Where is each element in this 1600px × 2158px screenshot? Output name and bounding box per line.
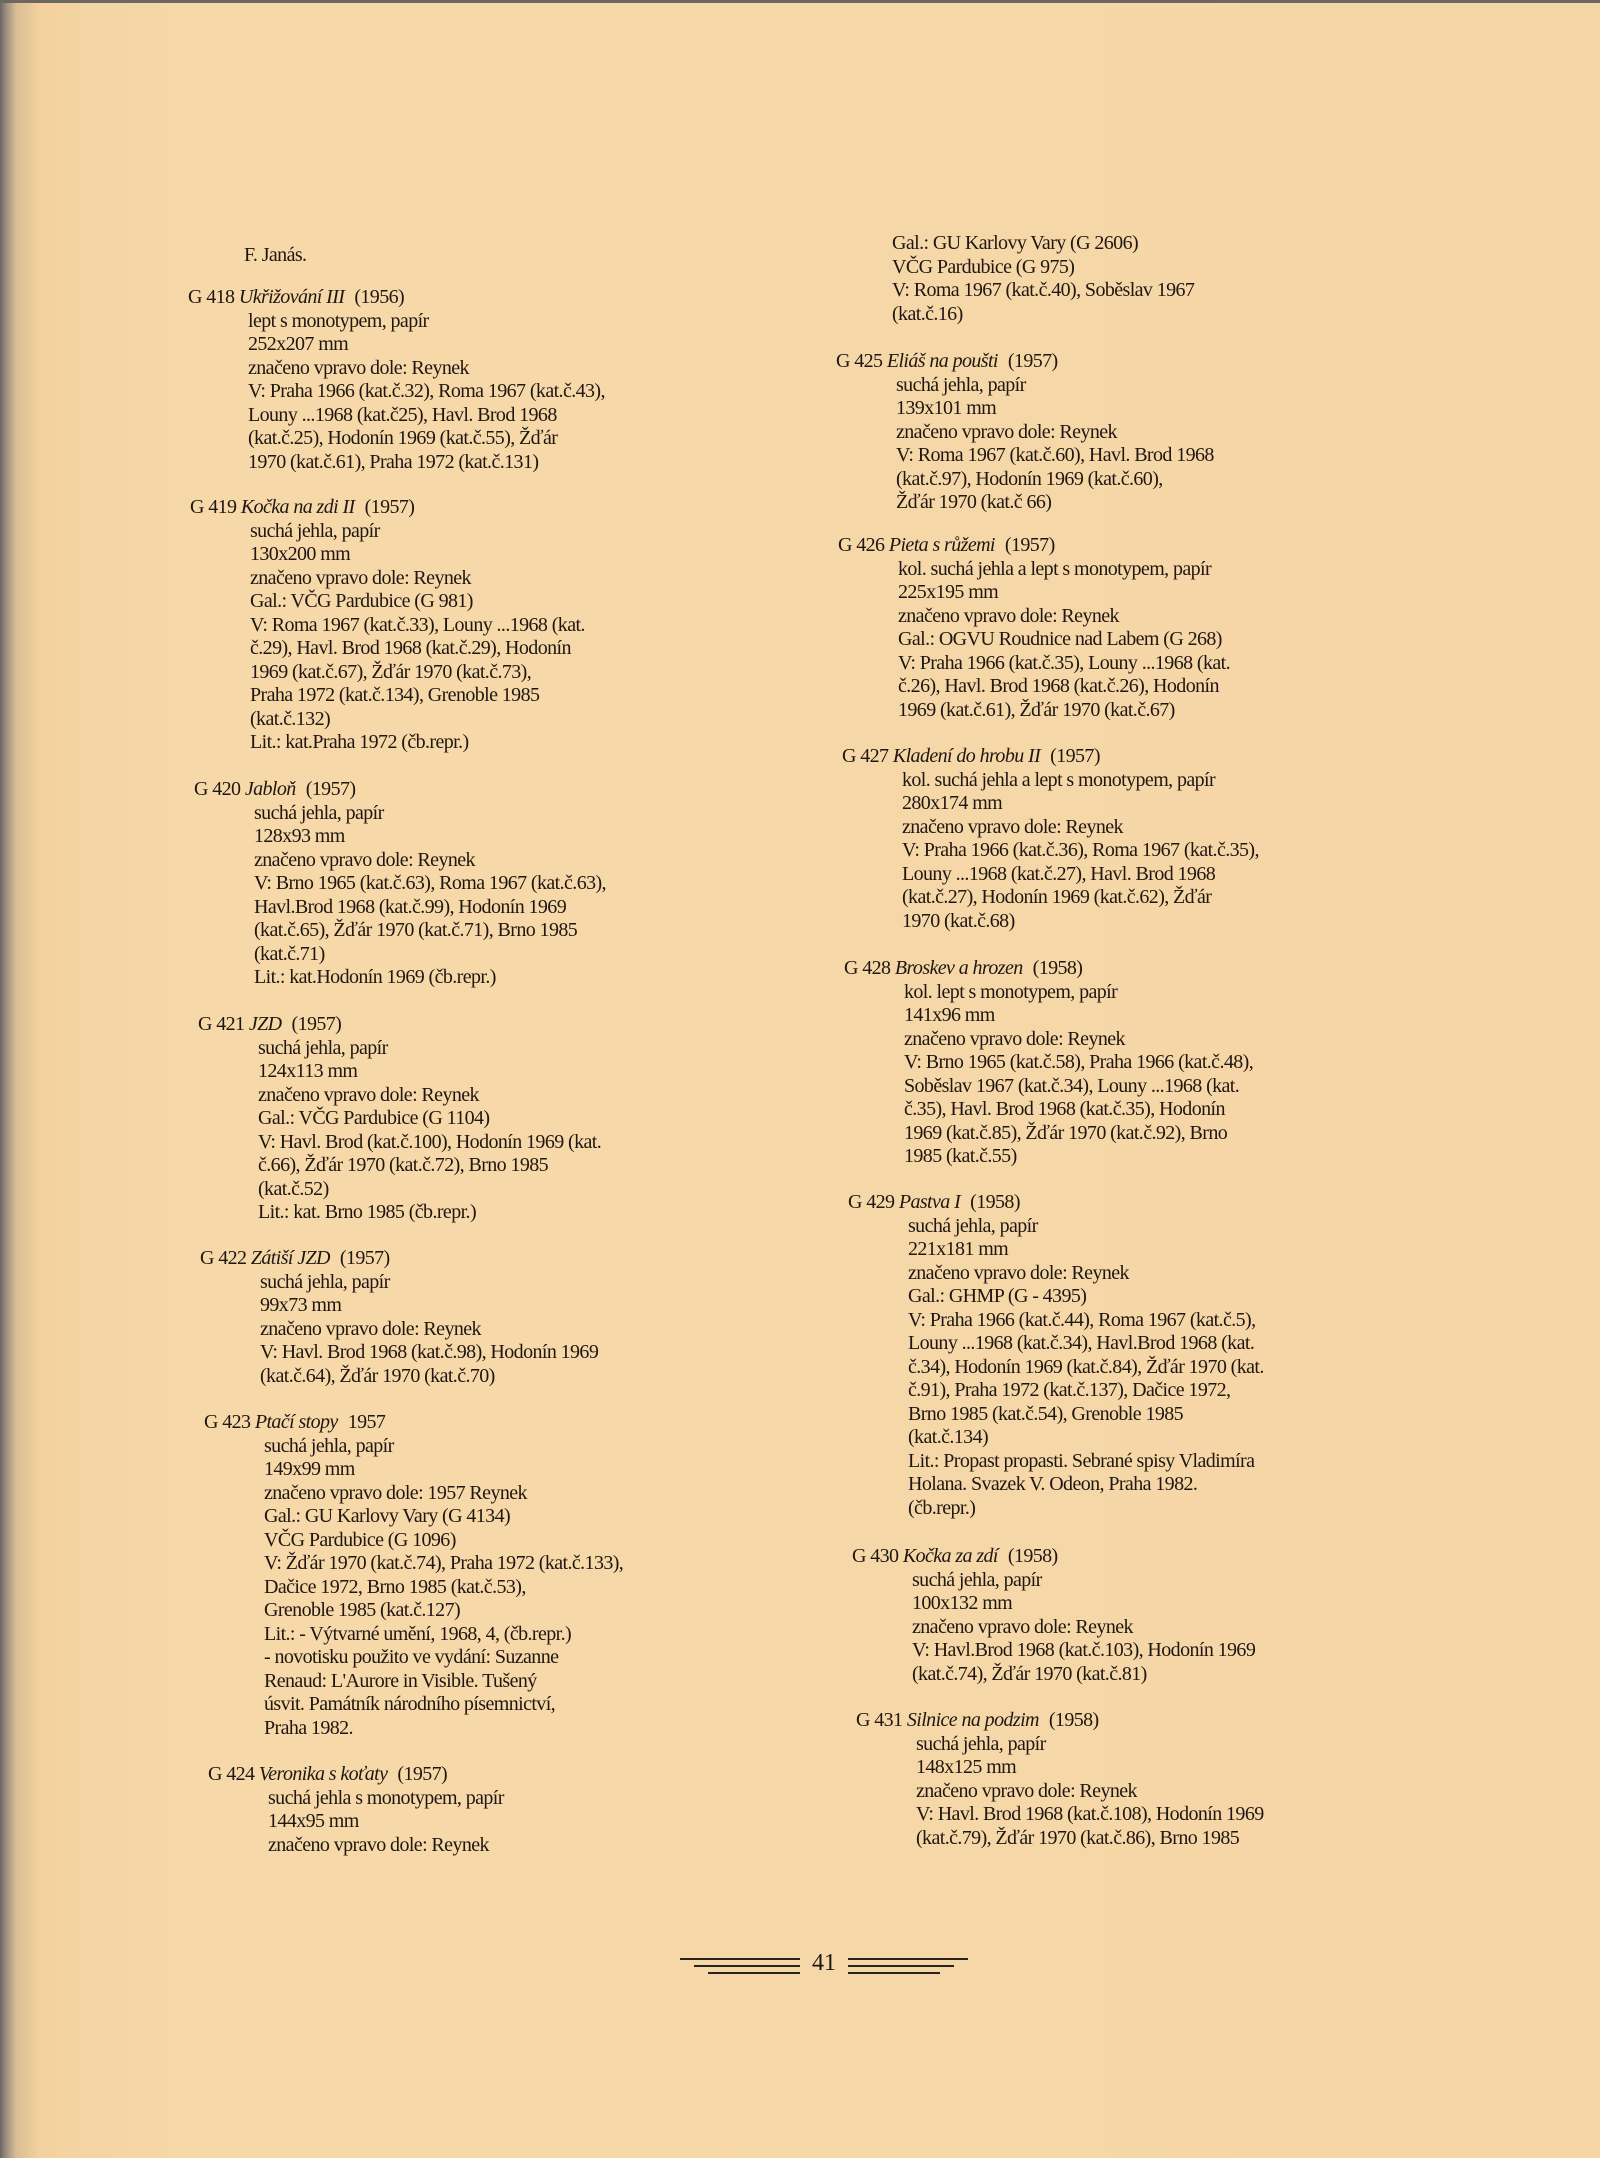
entry-line: (kat.č.25), Hodonín 1969 (kat.č.55), Žďár (248, 427, 558, 449)
entry-line: značeno vpravo dole: Reynek (254, 848, 475, 871)
entry-line: značeno vpravo dole: Reynek (248, 356, 469, 379)
catalog-entry (204, 1411, 623, 1740)
entry-code: G 421 (198, 1013, 245, 1035)
entry-line: V: Žďár 1970 (kat.č.74), Praha 1972 (kat.č.133), (264, 1552, 624, 1574)
entry-details (842, 769, 1259, 934)
catalog-entry (848, 1191, 1264, 1520)
entry-details (836, 374, 1214, 515)
entry-line: 139x101 mm (896, 397, 997, 419)
entry-line: značeno vpravo dole: Reynek (902, 815, 1123, 838)
footer-rule (848, 1958, 968, 1960)
entry-line: (kat.č.52) (258, 1177, 329, 1200)
entry-line: 100x132 mm (912, 1592, 1013, 1614)
entry-line: (kat.č.79), Žďár 1970 (kat.č.86), Brno 1985 (916, 1826, 1240, 1849)
entry-line: 130x200 mm (250, 543, 351, 565)
page-number: 41 (812, 1950, 836, 1976)
entry-line: suchá jehla, papír (912, 1568, 1042, 1591)
entry-line: č.35), Havl. Brod 1968 (kat.č.35), Hodonín (904, 1098, 1225, 1120)
entry-title: Jabloň (244, 778, 296, 800)
entry-line: Holana. Svazek V. Odeon, Praha 1982. (908, 1473, 1198, 1495)
entry-line: 141x96 mm (904, 1004, 995, 1026)
entry-line: Lit.: - Výtvarné umění, 1968, 4, (čb.repr.) (264, 1622, 572, 1645)
entry-year: (1957) (339, 1247, 390, 1269)
entry-line: - novotisku použito ve vydání: Suzanne (264, 1646, 559, 1668)
entry-line: 1969 (kat.č.85), Žďár 1970 (kat.č.92), Brno (904, 1121, 1228, 1144)
footer-rule (848, 1972, 940, 1974)
entry-year: (1957) (1007, 350, 1058, 372)
entry-year: (1957) (305, 778, 356, 800)
entry-details (844, 981, 1253, 1169)
entry-title: Ptačí stopy (254, 1411, 338, 1433)
entry-line: V: Praha 1966 (kat.č.44), Roma 1967 (kat.č.5), (908, 1308, 1256, 1331)
entry-line: (čb.repr.) (908, 1496, 976, 1519)
entry-details (856, 1733, 1264, 1851)
entry-line: 148x125 mm (916, 1756, 1017, 1778)
entry-code: G 428 (844, 957, 891, 979)
entry-details (852, 1569, 1255, 1687)
entry-year: (1958) (970, 1191, 1020, 1213)
footer-rule (680, 1958, 800, 1960)
catalog-entry (200, 1247, 598, 1388)
entry-line: (kat.č.65), Žďár 1970 (kat.č.71), Brno 1985 (254, 919, 578, 941)
entry-code: G 424 (208, 1763, 255, 1785)
entry-line: suchá jehla, papír (260, 1270, 390, 1293)
entry-line: Louny ...1968 (kat.č25), Havl. Brod 1968 (248, 403, 557, 426)
catalog-entry (208, 1763, 504, 1857)
entry-title: JZD (248, 1013, 282, 1035)
entry-line: V: Praha 1966 (kat.č.35), Louny ...1968 (kat. (898, 651, 1230, 674)
entry-code: G 423 (204, 1411, 251, 1433)
entry-line: Grenoble 1985 (kat.č.127) (264, 1599, 461, 1621)
entry-line: V: Havl. Brod 1968 (kat.č.108), Hodonín 1969 (916, 1803, 1264, 1825)
entry-line: Gal.: GHMP (G - 4395) (908, 1285, 1087, 1307)
entry-code: G 425 (836, 350, 883, 372)
entry-line: č.91), Praha 1972 (kat.č.137), Dačice 1972, (908, 1379, 1231, 1401)
entry-line: Lit.: kat. Brno 1985 (čb.repr.) (258, 1201, 477, 1223)
footer-rule (708, 1972, 800, 1974)
entry-title: Broskev a hrozen (894, 957, 1023, 979)
footer-rule (848, 1965, 954, 1967)
entry-line: Lit.: kat.Hodonín 1969 (čb.repr.) (254, 966, 496, 988)
entry-line: kol. lept s monotypem, papír (904, 980, 1118, 1003)
entry-line: 144x95 mm (268, 1810, 359, 1832)
catalog-entry (198, 1013, 601, 1225)
entry-line: suchá jehla, papír (250, 519, 380, 542)
entry-line: VČG Pardubice (G 975) (892, 255, 1075, 278)
entry-year: (1958) (1032, 957, 1083, 979)
entry-line: V: Roma 1967 (kat.č.60), Havl. Brod 1968 (896, 444, 1214, 466)
entry-title: Silnice na podzim (906, 1709, 1039, 1731)
entry-line: suchá jehla s monotypem, papír (268, 1786, 504, 1809)
entry-title: Kočka za zdí (902, 1545, 998, 1567)
entry-line: suchá jehla, papír (896, 373, 1026, 396)
entry-line: suchá jehla, papír (254, 801, 384, 824)
entry-line: Gal.: GU Karlovy Vary (G 4134) (264, 1505, 511, 1527)
entry-year: (1957) (291, 1013, 342, 1035)
entry-details (848, 1215, 1264, 1521)
entry-code: G 419 (190, 496, 237, 518)
entry-title: Kladení do hrobu II (892, 745, 1041, 767)
entry-line: V: Roma 1967 (kat.č.33), Louny ...1968 (kat. (250, 613, 585, 636)
entry-line: 1969 (kat.č.67), Žďár 1970 (kat.č.73), (250, 660, 532, 683)
entry-line: V: Praha 1966 (kat.č.32), Roma 1967 (kat.č.43), (248, 380, 605, 402)
entry-line: (kat.č.16) (892, 302, 963, 325)
entry-line: č.26), Havl. Brod 1968 (kat.č.26), Hodonín (898, 675, 1219, 697)
entry-line: značeno vpravo dole: Reynek (258, 1083, 479, 1106)
entry-line: (kat.č.27), Hodonín 1969 (kat.č.62), Žďár (902, 886, 1212, 908)
entry-year: 1957 (347, 1411, 386, 1433)
entry-line: značeno vpravo dole: Reynek (268, 1833, 489, 1856)
catalog-entry (844, 957, 1253, 1169)
entry-line: V: Havl.Brod 1968 (kat.č.103), Hodonín 1969 (912, 1639, 1256, 1661)
entry-line: 1969 (kat.č.61), Žďár 1970 (kat.č.67) (898, 698, 1175, 721)
entry-line: V: Havl. Brod 1968 (kat.č.98), Hodonín 1969 (260, 1341, 599, 1363)
catalog-entry (852, 1545, 1255, 1686)
entry-year: (1957) (397, 1763, 448, 1785)
entry-year: (1957) (1050, 745, 1100, 767)
entry-line: Havl.Brod 1968 (kat.č.99), Hodonín 1969 (254, 895, 567, 918)
entry-line: 124x113 mm (258, 1060, 358, 1082)
entry-line: značeno vpravo dole: Reynek (896, 420, 1117, 443)
entry-line: Soběslav 1967 (kat.č.34), Louny ...1968 (kat. (904, 1074, 1240, 1097)
entry-line: značeno vpravo dole: Reynek (908, 1261, 1129, 1284)
catalog-entry (194, 778, 606, 990)
entry-line: Brno 1985 (kat.č.54), Grenoble 1985 (908, 1402, 1184, 1425)
entry-line: V: Brno 1965 (kat.č.58), Praha 1966 (kat.č.48), (904, 1051, 1254, 1073)
entry-line: Gal.: OGVU Roudnice nad Labem (G 268) (898, 628, 1222, 650)
entry-line: značeno vpravo dole: Reynek (260, 1317, 481, 1340)
catalog-entry (190, 496, 585, 755)
entry-details (188, 310, 605, 475)
entry-line: 128x93 mm (254, 825, 345, 847)
entry-line: suchá jehla, papír (916, 1732, 1046, 1755)
entry-code: G 430 (852, 1545, 899, 1567)
entry-title: Pastva I (898, 1191, 961, 1213)
entry-details (190, 520, 585, 755)
page-footer (680, 1950, 980, 1990)
entry-line: značeno vpravo dole: Reynek (904, 1027, 1125, 1050)
entry-title: Zátiší JZD (250, 1247, 330, 1269)
entry-line: Žďár 1970 (kat.č 66) (896, 491, 1052, 513)
entry-title: Pieta s růžemi (888, 534, 995, 556)
entry-code: G 427 (842, 745, 889, 767)
entry-line: Lit.: Propast propasti. Sebrané spisy Vladimíra (908, 1449, 1255, 1472)
entry-details (208, 1787, 504, 1858)
entry-line: 99x73 mm (260, 1294, 342, 1316)
entry-line: (kat.č.97), Hodonín 1969 (kat.č.60), (896, 467, 1163, 490)
entry-line: (kat.č.64), Žďár 1970 (kat.č.70) (260, 1364, 495, 1387)
entry-line: lept s monotypem, papír (248, 309, 429, 332)
entry-line: 1970 (kat.č.61), Praha 1972 (kat.č.131) (248, 450, 539, 473)
page-edge (0, 0, 1600, 3)
entry-line: 1970 (kat.č.68) (902, 909, 1015, 932)
entry-line: suchá jehla, papír (258, 1036, 388, 1059)
entry-code: G 418 (188, 286, 235, 308)
entry-year: (1958) (1048, 1709, 1099, 1731)
entry-line: značeno vpravo dole: Reynek (250, 566, 471, 589)
entry-line: Louny ...1968 (kat.č.34), Havl.Brod 1968 (kat. (908, 1332, 1255, 1354)
entry-code: G 422 (200, 1247, 247, 1269)
catalog-entry (836, 350, 1214, 515)
entry-line: č.66), Žďár 1970 (kat.č.72), Brno 1985 (258, 1154, 549, 1176)
entry-line: Lit.: kat.Praha 1972 (čb.repr.) (250, 731, 469, 753)
entry-line: Gal.: GU Karlovy Vary (G 2606) (892, 232, 1139, 254)
entry-code: G 420 (194, 778, 241, 800)
entry-line: kol. suchá jehla a lept s monotypem, papír (898, 557, 1212, 580)
entry-line: značeno vpravo dole: Reynek (916, 1779, 1137, 1802)
entry-line: značeno vpravo dole: Reynek (898, 604, 1119, 627)
entry-line: (kat.č.74), Žďár 1970 (kat.č.81) (912, 1662, 1147, 1685)
entry-line: (kat.č.132) (250, 707, 331, 730)
entry-details (832, 232, 1194, 326)
entry-title: Eliáš na poušti (886, 350, 998, 372)
entry-line: Praha 1982. (264, 1716, 353, 1739)
entry-line: značeno vpravo dole: 1957 Reynek (264, 1481, 527, 1504)
entry-title: Veronika s koťaty (258, 1763, 388, 1785)
entry-line: V: Praha 1966 (kat.č.36), Roma 1967 (kat.č.35), (902, 839, 1259, 861)
entry-line: Dačice 1972, Brno 1985 (kat.č.53), (264, 1575, 526, 1598)
entry-line: Louny ...1968 (kat.č.27), Havl. Brod 1968 (902, 862, 1216, 885)
entry-title: Ukřižování III (238, 286, 345, 308)
entry-line: úsvit. Památník národního písemnictví, (264, 1693, 556, 1715)
entry-code: G 429 (848, 1191, 895, 1213)
entry-line: č.29), Havl. Brod 1968 (kat.č.29), Hodonín (250, 637, 571, 659)
catalog-entry (838, 534, 1230, 722)
entry-details (838, 558, 1230, 723)
entry-line: Gal.: VČG Pardubice (G 981) (250, 590, 473, 612)
entry-line: V: Havl. Brod (kat.č.100), Hodonín 1969 (kat. (258, 1130, 602, 1153)
entry-year: (1957) (364, 496, 415, 518)
catalog-entry (842, 745, 1259, 933)
entry-line: (kat.č.71) (254, 942, 325, 965)
entry-details (194, 802, 606, 990)
entry-details (204, 1435, 623, 1741)
entry-code: G 426 (838, 534, 885, 556)
entry-title: Kočka na zdi II (240, 496, 355, 518)
author-name: F. Janás. (244, 244, 307, 266)
entry-line: Praha 1972 (kat.č.134), Grenoble 1985 (250, 684, 540, 706)
entry-line: 149x99 mm (264, 1458, 355, 1480)
entry-details (200, 1271, 598, 1389)
entry-line: suchá jehla, papír (264, 1434, 394, 1457)
entry-line: 221x181 mm (908, 1238, 1009, 1260)
entry-line: V: Roma 1967 (kat.č.40), Soběslav 1967 (892, 279, 1195, 301)
entry-details (198, 1037, 601, 1225)
entry-line: Gal.: VČG Pardubice (G 1104) (258, 1107, 490, 1129)
entry-line: suchá jehla, papír (908, 1214, 1038, 1237)
entry-year: (1956) (354, 286, 405, 308)
entry-line: 280x174 mm (902, 792, 1003, 814)
entry-line: (kat.č.134) (908, 1426, 989, 1448)
entry-line: č.34), Hodonín 1969 (kat.č.84), Žďár 1970 (kat. (908, 1355, 1264, 1378)
entry-line: 1985 (kat.č.55) (904, 1145, 1017, 1167)
entry-year: (1958) (1007, 1545, 1058, 1567)
entry-line: Renaud: L'Aurore in Visible. Tušený (264, 1669, 537, 1692)
footer-rule (694, 1965, 800, 1967)
entry-line: V: Brno 1965 (kat.č.63), Roma 1967 (kat.č.63), (254, 872, 606, 894)
entry-line: 252x207 mm (248, 333, 349, 355)
entry-line: 225x195 mm (898, 581, 999, 603)
entry-line: značeno vpravo dole: Reynek (912, 1615, 1133, 1638)
entry-line: VČG Pardubice (G 1096) (264, 1528, 456, 1551)
catalog-entry (188, 286, 605, 474)
entry-continuation (832, 232, 1194, 326)
entry-code: G 431 (856, 1709, 903, 1731)
entry-year: (1957) (1004, 534, 1055, 556)
entry-line: kol. suchá jehla a lept s monotypem, papír (902, 768, 1216, 791)
catalog-entry (856, 1709, 1264, 1850)
